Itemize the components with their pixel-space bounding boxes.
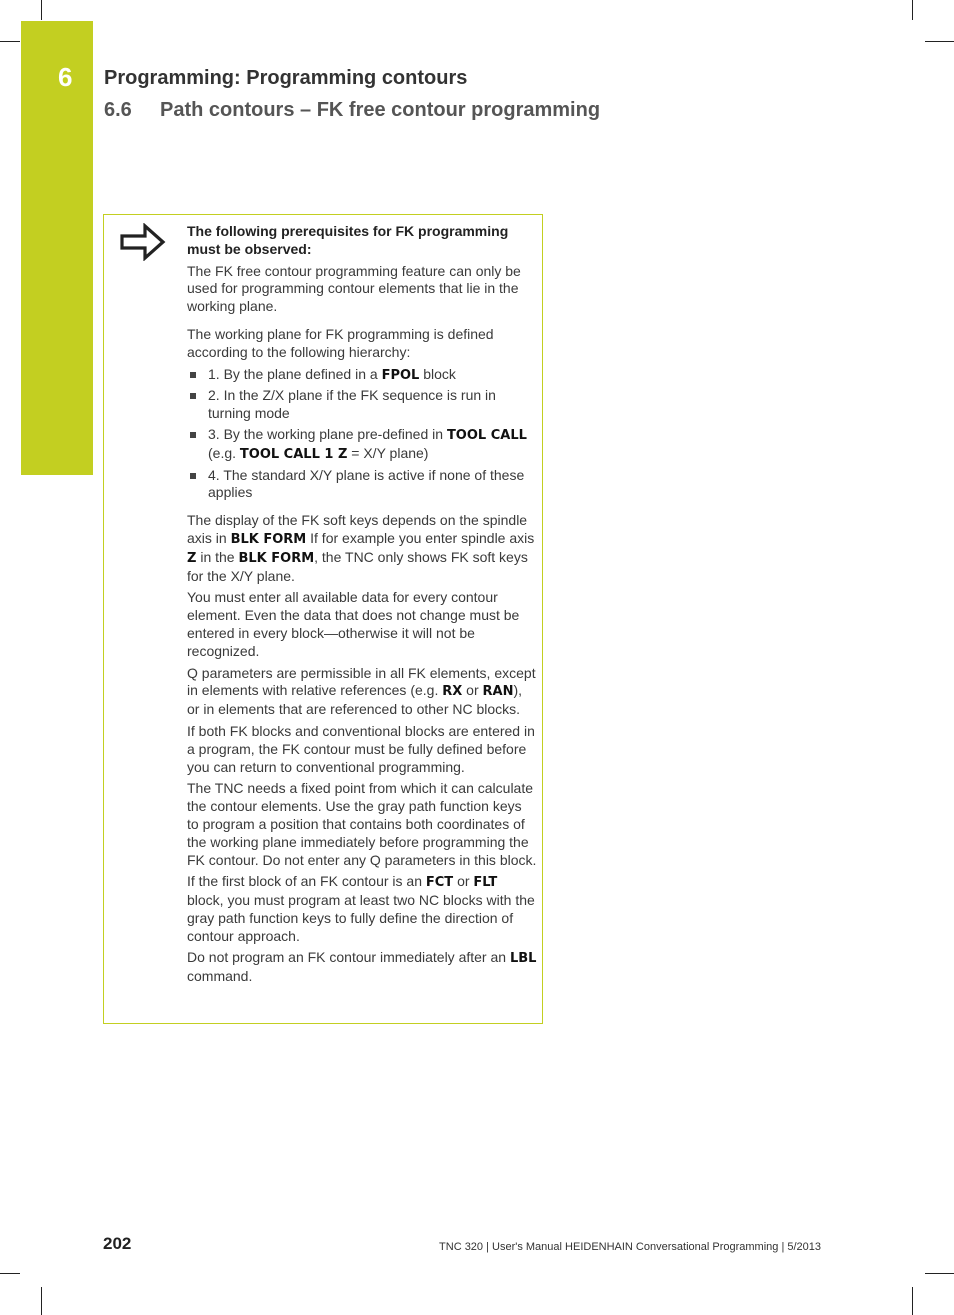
- list-item: 4. The standard X/Y plane is active if none of these applies: [187, 467, 537, 503]
- paragraph-text: , the TNC only shows FK soft keys for the X/Y plane.: [187, 548, 528, 584]
- keyword: BLK FORM: [230, 531, 307, 547]
- crop-mark: [912, 0, 913, 20]
- crop-mark: [41, 0, 42, 20]
- note-box: [103, 214, 543, 1024]
- keyword: FPOL: [381, 367, 420, 383]
- list-item-text: (e.g.: [208, 444, 240, 461]
- paragraph-text: block, you must program at least two NC blocks with the gray path function keys to fully define the direction of contour approach.: [187, 892, 535, 944]
- note-divider: [185, 215, 186, 1023]
- note-body: [187, 223, 537, 990]
- list-item: [187, 426, 537, 464]
- note-paragraph: If both FK blocks and conventional blocks are entered in a program, the FK contour must be fully defined before you can return to conventional programming.: [187, 722, 535, 775]
- note-paragraph: [187, 873, 537, 945]
- note-paragraph: The FK free contour programming feature can only be used for programming contour elements that lie in the working plane.: [187, 262, 521, 315]
- crop-mark: [925, 1273, 954, 1274]
- section-title: Path contours – FK free contour programming: [160, 99, 601, 121]
- note-paragraph: [187, 949, 537, 986]
- paragraph-text: Do not program an FK contour immediately after an: [187, 949, 510, 966]
- list-item: [187, 366, 537, 385]
- note-paragraph: [187, 665, 537, 719]
- crop-mark: [0, 1273, 20, 1274]
- chapter-title: Programming: Programming contours: [104, 67, 468, 89]
- keyword: RAN: [482, 684, 514, 700]
- arrow-right-icon: [120, 223, 166, 261]
- crop-mark: [0, 41, 20, 42]
- section-number: 6.6: [104, 99, 132, 121]
- crop-mark: [41, 1287, 42, 1315]
- note-paragraph: [187, 512, 537, 585]
- note-paragraph: The TNC needs a fixed point from which it can calculate the contour elements. Use the gray path function keys to program a position that contains both coordinates of the working plane immediately before programming the FK contour. Do not enter any Q parameters in this block.: [187, 780, 537, 868]
- keyword: Z: [187, 550, 197, 566]
- chapter-number: 6: [58, 62, 73, 92]
- note-heading: The following prerequisites for FK programming must be observed:: [187, 223, 509, 257]
- keyword: RX: [442, 684, 463, 700]
- note-paragraph: The working plane for FK programming is defined according to the following hierarchy:: [187, 325, 494, 360]
- keyword: LBL: [509, 951, 537, 967]
- paragraph-text: If for example you enter spindle axis: [306, 529, 535, 546]
- paragraph-text: ), or in elements that are referenced to other NC blocks.: [187, 682, 523, 718]
- list-item: 2. In the Z/X plane if the FK sequence is run in turning mode: [187, 387, 537, 423]
- paragraph-text: or: [462, 682, 483, 699]
- paragraph-text: in the: [196, 548, 239, 565]
- list-item-text: = X/Y plane): [347, 444, 429, 461]
- footer-text: TNC 320 | User's Manual HEIDENHAIN Conversational Programming | 5/2013: [439, 1241, 821, 1253]
- hierarchy-list: [187, 366, 537, 503]
- paragraph-text: or: [453, 873, 474, 890]
- crop-mark: [925, 41, 954, 42]
- list-item-text: 3. By the working plane pre-defined in: [208, 425, 447, 442]
- paragraph-text: Q parameters are permissible in all FK elements, except in elements with relative references (e.g.: [187, 664, 536, 699]
- keyword: FLT: [473, 875, 498, 891]
- section-heading: [104, 99, 600, 122]
- keyword: BLK FORM: [238, 550, 315, 566]
- paragraph-text: The display of the FK soft keys depends on the spindle axis in: [187, 512, 528, 546]
- list-item-text: block: [419, 365, 456, 382]
- page-number: 202: [103, 1234, 132, 1253]
- keyword: TOOL CALL: [446, 427, 527, 443]
- paragraph-text: If the first block of an FK contour is an: [187, 873, 426, 890]
- keyword: TOOL CALL 1 Z: [239, 446, 348, 462]
- paragraph-text: command.: [187, 968, 253, 985]
- note-paragraph: You must enter all available data for every contour element. Even the data that does not change must be entered in every block—otherwise it will not be recognized.: [187, 589, 520, 659]
- crop-mark: [912, 1287, 913, 1315]
- chapter-tab: [21, 21, 93, 475]
- list-item-text: 1. By the plane defined in a: [208, 365, 382, 382]
- keyword: FCT: [425, 875, 454, 891]
